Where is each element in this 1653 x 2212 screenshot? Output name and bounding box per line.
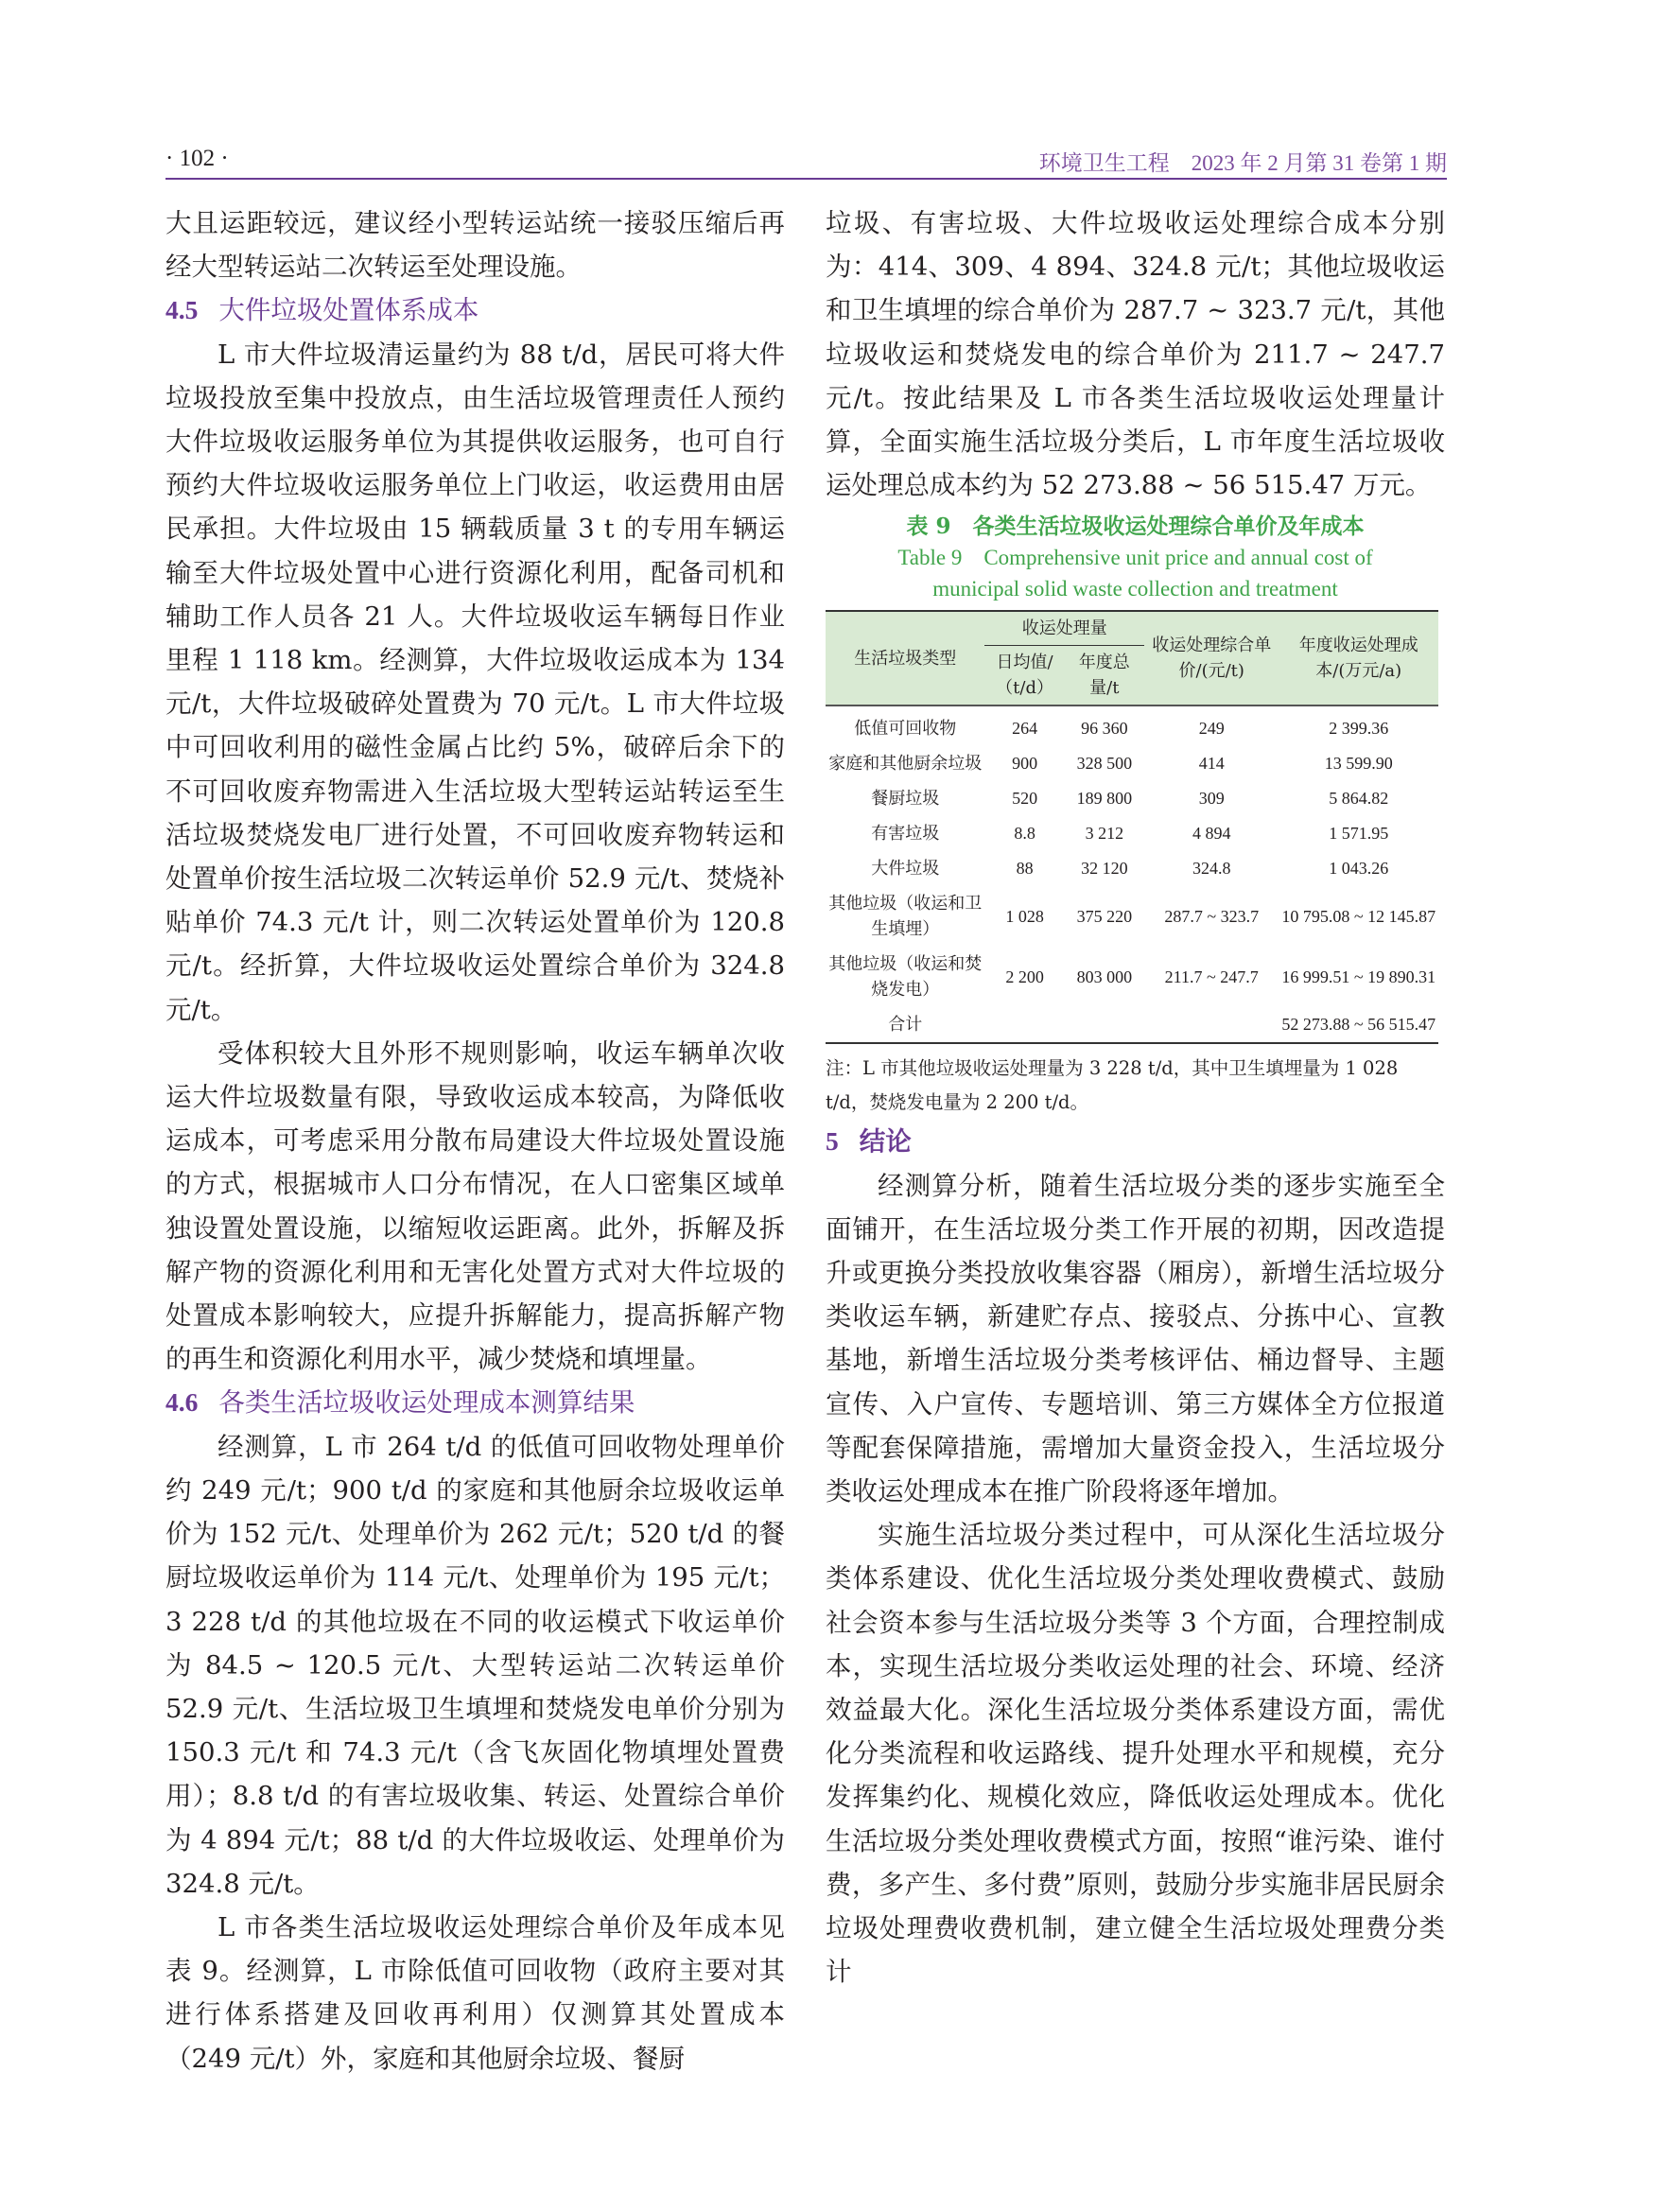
cell-daily: 900 [1012,754,1038,774]
table-caption [826,511,1445,604]
paragraph: 垃圾、有害垃圾、大件垃圾收运处理综合成本分别为：414、309、4 894、324.8 元/t；其他垃圾收运和卫生填埋的综合单价为 287.7 ~ 323.7 元/t，其他垃圾收运和焚烧发电的综合单价为 211.7 ~ 247.7 元/t。按此结果及 L 市各类生活垃圾收运处理量计算，全面实施生活垃圾分类后，L 市年度生活垃圾收运处理总成本约为 52 273.88 ~ 56 515.47 万元。 [826,208,1445,501]
paragraph: 实施生活垃圾分类过程中，可从深化生活垃圾分类体系建设、优化生活垃圾分类处理收费模式、鼓励社会资本参与生活垃圾分类等 3 个方面，合理控制成本，实现生活垃圾分类收运处理的社会、环境、经济效益最大化。深化生活垃圾分类体系建设方面，需优化分类流程和收运路线、提升处理水平和规模，充分发挥集约化、规模化效应，降低收运处理成本。优化生活垃圾分类处理收费模式方面，按照“谁污染、谁付费，多产生、多付费”原则，鼓励分步实施非居民厨余垃圾处理费收费机制，建立健全生活垃圾处理费分类计 [826,1520,1445,1988]
cell-unit-price: 211.7 ~ 247.7 [1164,967,1259,986]
section-title: 大件垃圾处置体系成本 [218,295,479,326]
cell-type: 有害垃圾 [871,824,940,845]
cell-annual: 803 000 [1076,967,1133,986]
cell-type: 其他垃圾（收运和卫生填埋） [828,894,983,940]
section-number: 4.5 [165,295,199,325]
cell-type: 合计 [888,1015,923,1036]
cell-annual-cost: 16 999.51 ~ 19 890.31 [1281,967,1436,986]
paragraph: L 市大件垃圾清运量约为 88 t/d，居民可将大件垃圾投放至集中投放点，由生活垃圾管理责任人预约大件垃圾收运服务单位为其提供收运服务，也可自行预约大件垃圾收运服务单位上门收运，收运费用由居民承担。大件垃圾由 15 辆载质量 3 t 的专用车辆运输至大件垃圾处置中心进行资源化利用，配备司机和辅助工作人员各 21 人。大件垃圾收运车辆每日作业里程 1 118 km。经测算，大件垃圾收运成本为 134 元/t，大件垃圾破碎处置费为 70 元/t。L 市大件垃圾中可回收利用的磁性金属占比约 5%，破碎后余下的不可回收废弃物需进入生活垃圾大型转运站转运至生活垃圾焚烧发电厂进行处置，不可回收废弃物转运和处置单价按生活垃圾二次转运单价 52.9 元/t、焚烧补贴单价 74.3 元/t 计，则二次转运处置单价为 120.8 元/t。经折算，大件垃圾收运处置综合单价为 324.8 元/t。 [165,339,785,1025]
section-heading-4-5 [165,288,785,332]
section-number: 4.6 [165,1387,199,1418]
cell-daily: 88 [1016,859,1034,879]
cell-annual-cost: 1 571.95 [1329,824,1389,844]
cell-annual-cost: 13 599.90 [1324,754,1393,774]
table-row [826,746,1438,781]
cell-annual: 189 800 [1076,789,1133,809]
table-row [826,781,1438,816]
cell-type: 餐厨垃圾 [871,789,940,810]
cell-unit-price [1144,1007,1279,1043]
header-daily: 日均值/（t/d） [984,646,1064,706]
cell-unit-price: 414 [1198,754,1225,774]
section-heading-4-6 [165,1381,785,1424]
cell-type: 低值可回收物 [854,719,957,740]
cell-annual-cost: 2 399.36 [1329,719,1389,739]
table-caption-zh: 表 9 各类生活垃圾收运处理综合单价及年成本 [906,514,1365,540]
table-row [826,816,1438,851]
cell-unit-price: 309 [1198,789,1225,809]
running-header [165,142,1447,180]
section-number: 5 [826,1126,839,1157]
cell-annual: 3 212 [1085,824,1124,844]
cell-annual-cost: 52 273.88 ~ 56 515.47 [1281,1015,1436,1035]
cell-annual: 375 220 [1076,906,1133,926]
cell-daily: 264 [1012,719,1038,739]
table-caption-en-1: Table 9 Comprehensive unit price and annual cost of [897,546,1373,570]
table-row [826,705,1438,746]
table-caption-en-2: municipal solid waste collection and treatment [932,577,1338,601]
cell-unit-price: 249 [1198,719,1225,739]
header-divider [165,178,1447,180]
table-row [826,1007,1438,1043]
cell-unit-price: 324.8 [1192,859,1231,879]
right-column [826,201,1445,1994]
table-note: 注：L 市其他垃圾收运处理量为 3 228 t/d，其中卫生填埋量为 1 028 t/d，焚烧发电量为 2 200 t/d。 [826,1057,1399,1114]
section-heading-5 [826,1120,1445,1163]
header-volume-group: 收运处理量 [1021,618,1107,639]
header-annual-cost: 年度收运处理成本/(万元/a) [1298,636,1418,682]
table-row [826,851,1438,886]
cell-daily: 1 028 [1005,906,1044,926]
cell-annual-cost: 10 795.08 ~ 12 145.87 [1281,906,1436,926]
header-type: 生活垃圾类型 [854,648,957,669]
header-annual: 年度总量/t [1065,646,1144,706]
header-unit-price: 收运处理综合单价/(元/t) [1152,636,1272,682]
page-number: · 102 · [165,146,229,171]
cell-daily [984,1007,1064,1043]
cell-annual: 32 120 [1081,859,1128,879]
paragraph: 大且运距较远，建议经小型转运站统一接驳压缩后再经大型转运站二次转运至处理设施。 [165,208,785,283]
paragraph: 经测算，L 市 264 t/d 的低值可回收物处理单价约 249 元/t；900 t/d 的家庭和其他厨余垃圾收运单价为 152 元/t、处理单价为 262 元/t；520 t/d 的餐厨垃圾收运单价为 114 元/t、处理单价为 195 元/t；3 228 t/d 的其他垃圾在不同的收运模式下收运单价为 84.5 ~ 120.5 元/t、大型转运站二次转运单价 52.9 元/t、生活垃圾卫生填埋和焚烧发电单价分别为 150.3 元/t 和 74.3 元/t（含飞灰固化物填埋处置费用）；8.8 t/d 的有害垃圾收集、转运、处置综合单价为 4 894 元/t；88 t/d 的大件垃圾收运、处理单价为 324.8 元/t。 [165,1431,785,1899]
cell-annual [1065,1007,1144,1043]
table-row [826,947,1438,1007]
cell-unit-price: 4 894 [1192,824,1231,844]
cell-type: 大件垃圾 [871,859,940,880]
cell-annual-cost: 5 864.82 [1329,789,1389,809]
cell-type: 家庭和其他厨余垃圾 [828,754,983,775]
paragraph: L 市各类生活垃圾收运处理综合单价及年成本见表 9。经测算，L 市除低值可回收物（政府主要对其进行体系搭建及回收再利用）仅测算其处置成本（249 元/t）外，家庭和其他厨余垃圾、餐厨 [165,1911,785,2074]
cell-annual: 328 500 [1076,754,1133,774]
section-title: 结论 [859,1126,912,1158]
cell-daily: 520 [1012,789,1038,809]
cell-daily: 2 200 [1005,967,1044,986]
paragraph: 受体积较大且外形不规则影响，收运车辆单次收运大件垃圾数量有限，导致收运成本较高，为降低收运成本，可考虑采用分散布局建设大件垃圾处置设施的方式，根据城市人口分布情况，在人口密集区域单独设置处置设施，以缩短收运距离。此外，拆解及拆解产物的资源化利用和无害化处置方式对大件垃圾的处置成本影响较大，应提升拆解能力，提高拆解产物的再生和资源化利用水平，减少焚烧和填埋量。 [165,1037,785,1375]
paragraph: 经测算分析，随着生活垃圾分类的逐步实施至全面铺开，在生活垃圾分类工作开展的初期，因改造提升或更换分类投放收集容器（厢房），新增生活垃圾分类收运车辆，新建贮存点、接驳点、分拣中心、宣教基地，新增生活垃圾分类考核评估、桶边督导、主题宣传、入户宣传、专题培训、第三方媒体全方位报道等配套保障措施，需增加大量资金投入，生活垃圾分类收运处理成本在推广阶段将逐年增加。 [826,1170,1445,1507]
cell-unit-price: 287.7 ~ 323.7 [1164,906,1260,926]
table-row [826,886,1438,947]
section-title: 各类生活垃圾收运处理成本测算结果 [218,1387,635,1419]
cell-annual-cost: 1 043.26 [1329,859,1389,879]
cell-annual: 96 360 [1081,719,1128,739]
left-column [165,201,785,2081]
journal-info: 环境卫生工程 2023 年 2 月第 31 卷第 1 期 [1038,151,1447,175]
cell-daily: 8.8 [1014,824,1035,844]
cell-type: 其他垃圾（收运和焚烧发电） [828,954,983,1001]
data-table [826,610,1438,1044]
